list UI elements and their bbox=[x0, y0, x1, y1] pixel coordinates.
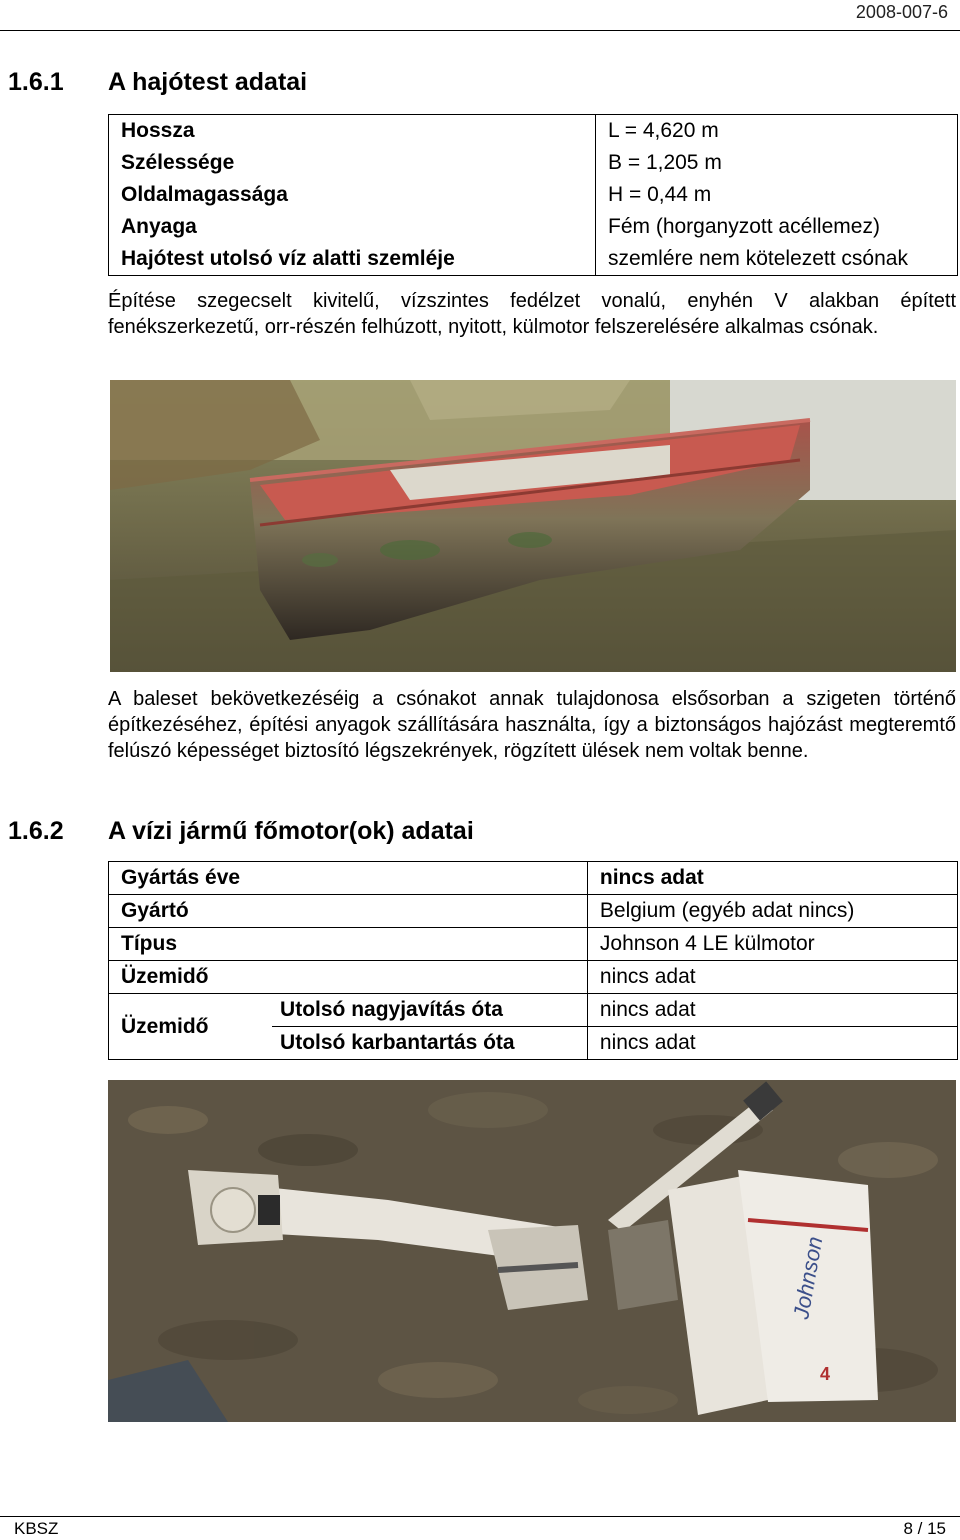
outboard-motor-photo bbox=[108, 1080, 956, 1422]
row-sublabel: Utolsó nagyjavítás óta bbox=[272, 994, 587, 1027]
row-label: Hossza bbox=[121, 119, 195, 142]
row-value: szemlére nem kötelezett csónak bbox=[596, 243, 958, 276]
boat-photo bbox=[110, 380, 956, 672]
section-number: 1.6.2 bbox=[8, 817, 64, 845]
footer-rule bbox=[0, 1516, 960, 1517]
row-value: nincs adat bbox=[587, 994, 957, 1027]
row-label: Anyaga bbox=[121, 215, 197, 238]
row-label: Szélessége bbox=[121, 151, 235, 174]
header-rule bbox=[0, 30, 960, 31]
row-value: H = 0,44 m bbox=[596, 179, 958, 211]
section-title-text: A vízi jármű főmotor(ok) adatai bbox=[108, 817, 474, 845]
table-row bbox=[109, 994, 958, 1027]
section-title-hull bbox=[8, 68, 307, 97]
hull-data-table bbox=[108, 114, 958, 276]
table-row bbox=[109, 862, 958, 895]
row-value: L = 4,620 m bbox=[596, 115, 958, 148]
row-value: nincs adat bbox=[587, 1027, 957, 1060]
row-label: Gyártás éve bbox=[109, 862, 588, 895]
row-value: nincs adat bbox=[587, 862, 957, 895]
accident-text: A baleset bekövetkezéséig a csónakot annak tulajdonosa elsősorban a szigeten történő építkezéséhez, építési anyagok szállítására használta, így a biztonságos hajózást megteremtő felúszó képességet biztosító légszekrények, rögzített ülések nem voltak benne. bbox=[108, 688, 956, 762]
row-value: Fém (horganyzott acéllemez) bbox=[596, 211, 958, 243]
section-title-engine bbox=[8, 817, 474, 846]
row-label: Hajótest utolsó víz alatti szemléje bbox=[121, 247, 455, 270]
table-row bbox=[109, 147, 958, 179]
hull-description: Építése szegecselt kivitelű, vízszintes fedélzet vonalú, enyhén V alakban épített fenékszerkezetű, orr-részén felhúzott, nyitott, külmotor felszerelésére alkalmas csónak. bbox=[108, 290, 956, 338]
motor-brand-label: Johnson bbox=[788, 1234, 828, 1321]
engine-data-table bbox=[108, 861, 958, 1060]
row-label: Oldalmagassága bbox=[121, 183, 288, 206]
header-date: 2008-007-6 bbox=[855, 2, 948, 22]
row-sublabel: Utolsó karbantartás óta bbox=[272, 1027, 587, 1060]
row-group-label: Üzemidő bbox=[109, 994, 273, 1060]
footer-org: KBSZ bbox=[14, 1519, 59, 1538]
section-title-text: A hajótest adatai bbox=[108, 68, 308, 96]
motor-badge-label: 4 bbox=[820, 1364, 831, 1384]
table-row bbox=[109, 211, 958, 243]
table-row bbox=[109, 928, 958, 961]
row-value: Johnson 4 LE külmotor bbox=[587, 928, 957, 961]
row-label: Üzemidő bbox=[109, 961, 588, 994]
table-row bbox=[109, 243, 958, 276]
page-number: 8 / 15 bbox=[903, 1519, 946, 1538]
table-row bbox=[109, 895, 958, 928]
table-row bbox=[109, 961, 958, 994]
row-value: B = 1,205 m bbox=[596, 147, 958, 179]
row-value: nincs adat bbox=[587, 961, 957, 994]
section-number: 1.6.1 bbox=[8, 68, 64, 96]
table-row bbox=[109, 115, 958, 148]
table-row bbox=[109, 179, 958, 211]
row-label: Típus bbox=[109, 928, 588, 961]
row-value: Belgium (egyéb adat nincs) bbox=[587, 895, 957, 928]
row-label: Gyártó bbox=[109, 895, 588, 928]
